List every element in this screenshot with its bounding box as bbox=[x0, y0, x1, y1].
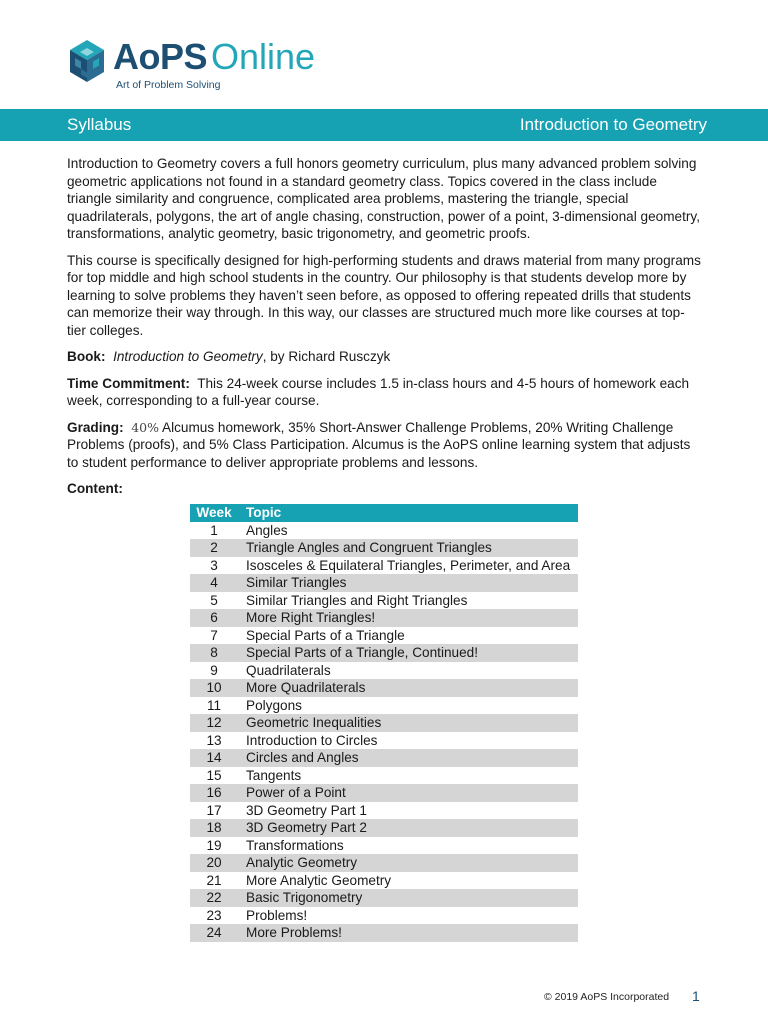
content-table bbox=[190, 504, 578, 942]
table-row bbox=[190, 819, 578, 837]
page-number: 1 bbox=[692, 988, 700, 1004]
table-header-row bbox=[190, 504, 578, 522]
table-row bbox=[190, 802, 578, 820]
book-author: , by Richard Rusczyk bbox=[262, 349, 391, 364]
topic-cell: Special Parts of a Triangle, Continued! bbox=[238, 644, 578, 662]
grading-percent: 40% bbox=[131, 419, 159, 435]
topic-cell: Power of a Point bbox=[238, 784, 578, 802]
topic-cell: 3D Geometry Part 2 bbox=[238, 819, 578, 837]
week-cell: 9 bbox=[210, 662, 218, 678]
table-body bbox=[190, 522, 578, 942]
table-row bbox=[190, 924, 578, 942]
week-cell: 11 bbox=[206, 697, 222, 713]
header-course-title: Introduction to Geometry bbox=[519, 115, 707, 134]
logo-wordmark bbox=[113, 36, 315, 78]
topic-column-header: Topic bbox=[238, 504, 578, 522]
table-row bbox=[190, 749, 578, 767]
table-row bbox=[190, 644, 578, 662]
topic-cell: Isosceles & Equilateral Triangles, Perimeter, and Area bbox=[246, 557, 571, 573]
table-row bbox=[190, 854, 578, 872]
table-row bbox=[190, 767, 578, 785]
book-line bbox=[67, 348, 701, 366]
table-row bbox=[190, 714, 578, 732]
week-cell: 10 bbox=[190, 679, 238, 697]
table-row bbox=[190, 522, 578, 540]
table-row bbox=[190, 609, 578, 627]
table-row bbox=[190, 889, 578, 907]
topic-cell: Circles and Angles bbox=[238, 749, 578, 767]
week-cell: 16 bbox=[190, 784, 238, 802]
table-row bbox=[190, 837, 578, 855]
topic-cell: Tangents bbox=[246, 767, 302, 783]
topic-cell: Analytic Geometry bbox=[238, 854, 578, 872]
week-cell: 13 bbox=[206, 732, 222, 748]
week-cell: 21 bbox=[206, 872, 222, 888]
week-cell: 20 bbox=[190, 854, 238, 872]
topic-cell: Geometric Inequalities bbox=[238, 714, 578, 732]
week-column-header: Week bbox=[190, 504, 238, 522]
topic-cell: More Analytic Geometry bbox=[246, 872, 392, 888]
header-syllabus: Syllabus bbox=[67, 115, 132, 134]
intro-paragraph-1: Introduction to Geometry covers a full honors geometry curriculum, plus many advanced problem solving geometric applications not found in a standard geometry class. Topics covered in the class include triangle similarity and congruence, complicated area problems, mastering the triangle, special quadrilaterals, polygons, the art of angle chasing, construction, power of a point, 3-dimensional geometry, transformations, analytic geometry, basic trigonometry, and geometric proofs. bbox=[67, 156, 700, 241]
table-row bbox=[190, 697, 578, 715]
week-cell: 8 bbox=[190, 644, 238, 662]
book-title: Introduction to Geometry bbox=[113, 349, 263, 364]
week-cell: 19 bbox=[206, 837, 222, 853]
topic-cell: Triangle Angles and Congruent Triangles bbox=[238, 539, 578, 557]
table-row bbox=[190, 662, 578, 680]
aops-cube-icon bbox=[67, 38, 107, 86]
table-row bbox=[190, 627, 578, 645]
week-cell: 1 bbox=[210, 522, 218, 538]
footer-copyright: © 2019 AoPS Incorporated bbox=[544, 991, 670, 1003]
week-cell: 23 bbox=[206, 907, 222, 923]
week-cell: 5 bbox=[210, 592, 218, 608]
intro-paragraph-2: This course is specifically designed for high-performing students and draws material from many programs for top middle and high school students in the country. Our philosophy is that students develop more by learning to solve problems they haven’t seen before, as opposed to offering repeated drills that students can memorize their way through. In this way, our classes are structured much more like courses at top-tier colleges. bbox=[67, 252, 701, 338]
topic-cell: 3D Geometry Part 1 bbox=[246, 802, 367, 818]
syllabus-body bbox=[67, 155, 701, 507]
week-cell: 12 bbox=[190, 714, 238, 732]
week-cell: 24 bbox=[190, 924, 238, 942]
topic-cell: Polygons bbox=[246, 697, 302, 713]
grading-text: Alcumus homework, 35% Short-Answer Challenge Problems, 20% Writing Challenge Problems (proofs), and 5% Class Participation. Alcumus is the AoPS online learning system that adjusts to student performance to deliver appropriate problems and lessons. bbox=[67, 419, 691, 470]
table-row bbox=[190, 907, 578, 925]
time-commitment-line bbox=[67, 375, 701, 410]
logo-name-light: Online bbox=[211, 36, 316, 77]
book-label: Book: bbox=[67, 349, 106, 364]
table-row bbox=[190, 679, 578, 697]
week-cell: 17 bbox=[206, 802, 222, 818]
table-row bbox=[190, 539, 578, 557]
week-cell: 7 bbox=[210, 627, 218, 643]
week-cell: 15 bbox=[206, 767, 222, 783]
week-cell: 18 bbox=[190, 819, 238, 837]
grading-line bbox=[67, 419, 701, 472]
table-row bbox=[190, 592, 578, 610]
week-cell: 6 bbox=[190, 609, 238, 627]
topic-cell: More Problems! bbox=[238, 924, 578, 942]
table-row bbox=[190, 872, 578, 890]
topic-cell: More Right Triangles! bbox=[238, 609, 578, 627]
topic-cell: Basic Trigonometry bbox=[238, 889, 578, 907]
time-label: Time Commitment: bbox=[67, 375, 190, 391]
topic-cell: Similar Triangles and Right Triangles bbox=[246, 592, 468, 608]
week-cell: 3 bbox=[210, 557, 218, 573]
week-cell: 4 bbox=[190, 574, 238, 592]
table-row bbox=[190, 574, 578, 592]
table-row bbox=[190, 557, 578, 575]
week-cell: 2 bbox=[190, 539, 238, 557]
header-band bbox=[0, 109, 768, 141]
logo-name-bold: AoPS bbox=[113, 36, 208, 77]
topic-cell: Introduction to Circles bbox=[246, 732, 378, 748]
topic-cell: Transformations bbox=[246, 837, 344, 853]
content-label-line bbox=[67, 480, 701, 498]
table-row bbox=[190, 732, 578, 750]
content-label: Content: bbox=[67, 481, 123, 496]
topic-cell: Angles bbox=[246, 522, 288, 538]
week-cell: 14 bbox=[190, 749, 238, 767]
topic-cell: Similar Triangles bbox=[238, 574, 578, 592]
logo-tagline: Art of Problem Solving bbox=[116, 79, 221, 91]
topic-cell: More Quadrilaterals bbox=[238, 679, 578, 697]
time-text: This 24-week course includes 1.5 in-class hours and 4-5 hours of homework each week, corresponding to a full-year course. bbox=[67, 375, 690, 408]
topic-cell: Special Parts of a Triangle bbox=[246, 627, 405, 643]
grading-label: Grading: bbox=[67, 419, 124, 435]
topic-cell: Problems! bbox=[246, 907, 308, 923]
topic-cell: Quadrilaterals bbox=[246, 662, 331, 678]
week-cell: 22 bbox=[190, 889, 238, 907]
table-row bbox=[190, 784, 578, 802]
